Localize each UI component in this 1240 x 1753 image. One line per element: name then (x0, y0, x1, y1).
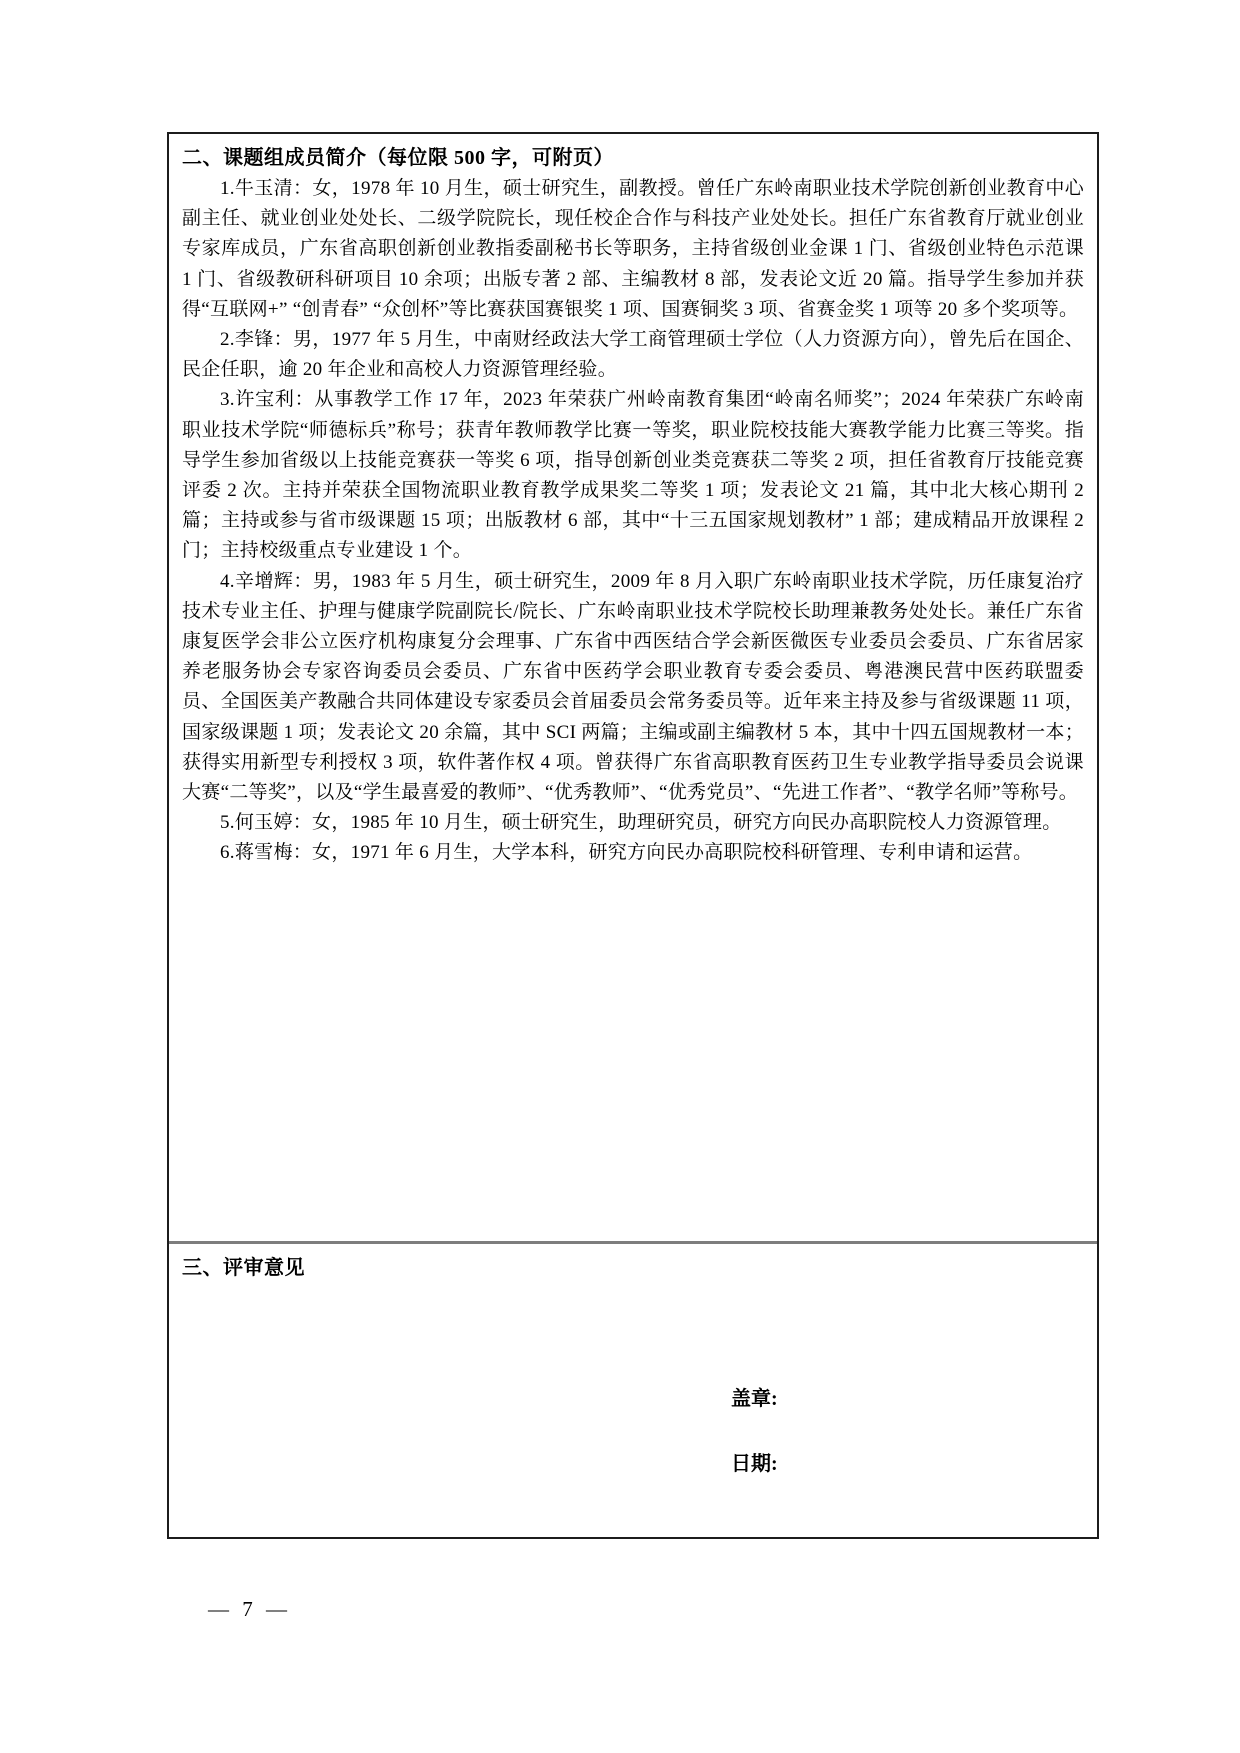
page-number: — 7 — (208, 1597, 291, 1621)
member-bio-he-yuting: 5.何玉婷：女，1985 年 10 月生，硕士研究生，助理研究员，研究方向民办高职院校人力资源管理。 (220, 812, 1062, 834)
section-members (169, 134, 1097, 1241)
members-section-title: 二、课题组成员简介（每位限 500 字，可附页） (182, 147, 614, 169)
form-table (167, 132, 1099, 1539)
stamp-label: 盖章: (731, 1388, 778, 1410)
member-bio-xu-baoli: 3.许宝利：从事教学工作 17 年，2023 年荣获广州岭南教育集团“岭南名师奖”；2024 年荣获广东岭南职业技术学院“师德标兵”称号；获青年教师教学比赛一等奖，职业院校技能大赛教学能力比赛三等奖。指导学生参加省级以上技能竞赛获一等奖 6 项，指导创新创业类竞赛获二等奖 2 项，担任省教育厅技能竞赛评委 2 次。主持并荣获全国物流职业教育教学成果奖二等奖 1 项；发表论文 21 篇，其中北大核心期刊 2 篇；主持或参与省市级课题 15 项；出版教材 6 部，其中“十三五国家规划教材” 1 部；建成精品开放课程 2 门；主持校级重点专业建设 1 个。 (182, 389, 1084, 562)
date-label: 日期: (731, 1453, 778, 1475)
member-bio-xin-zenghui: 4.辛增辉：男，1983 年 5 月生，硕士研究生，2009 年 8 月入职广东岭南职业技术学院，历任康复治疗技术专业主任、护理与健康学院副院长/院长、广东岭南职业技术学院校长助理兼教务处处长。兼任广东省康复医学会非公立医疗机构康复分会理事、广东省中西医结合学会新医微医专业委员会委员、广东省居家养老服务协会专家咨询委员会委员、广东省中医药学会职业教育专委会委员、粤港澳民营中医药联盟委员、全国医美产教融合共同体建设专家委员会首届委员会常务委员等。近年来主持及参与省级课题 11 项，国家级课题 1 项；发表论文 20 余篇，其中 SCI 两篇；主编或副主编教材 5 本，其中十四五国规教材一本；获得实用新型专利授权 3 项，软件著作权 4 项。曾获得广东省高职教育医药卫生专业教学指导委员会说课大赛“二等奖”，以及“学生最喜爱的教师”、“优秀教师”、“优秀党员”、“先进工作者”、“教学名师”等称号。 (182, 570, 1084, 804)
member-bio-jiang-xuemei: 6.蒋雪梅：女，1971 年 6 月生，大学本科，研究方向民办高职院校科研管理、专利申请和运营。 (220, 842, 1033, 864)
section-review-opinion (169, 1241, 1097, 1535)
member-bio-li-feng: 2.李锋：男，1977 年 5 月生，中南财经政法大学工商管理硕士学位（人力资源方向），曾先后在国企、民企任职，逾 20 年企业和高校人力资源管理经验。 (182, 329, 1084, 381)
review-section-title: 三、评审意见 (182, 1257, 305, 1279)
member-bio-niu-yuqing: 1.牛玉清：女，1978 年 10 月生，硕士研究生，副教授。曾任广东岭南职业技术学院创新创业教育中心副主任、就业创业处处长、二级学院院长，现任校企合作与科技产业处处长。担任广东省教育厅就业创业专家库成员，广东省高职创新创业教指委副秘书长等职务，主持省级创业金课 1 门、省级创业特色示范课 1 门、省级教研科研项目 10 余项；出版专著 2 部、主编教材 8 部，发表论文近 20 篇。指导学生参加并获得“互联网+” “创青春” “众创杯”等比赛获国赛银奖 1 项、国赛铜奖 3 项、省赛金奖 1 项等 20 多个奖项等。 (182, 178, 1084, 320)
